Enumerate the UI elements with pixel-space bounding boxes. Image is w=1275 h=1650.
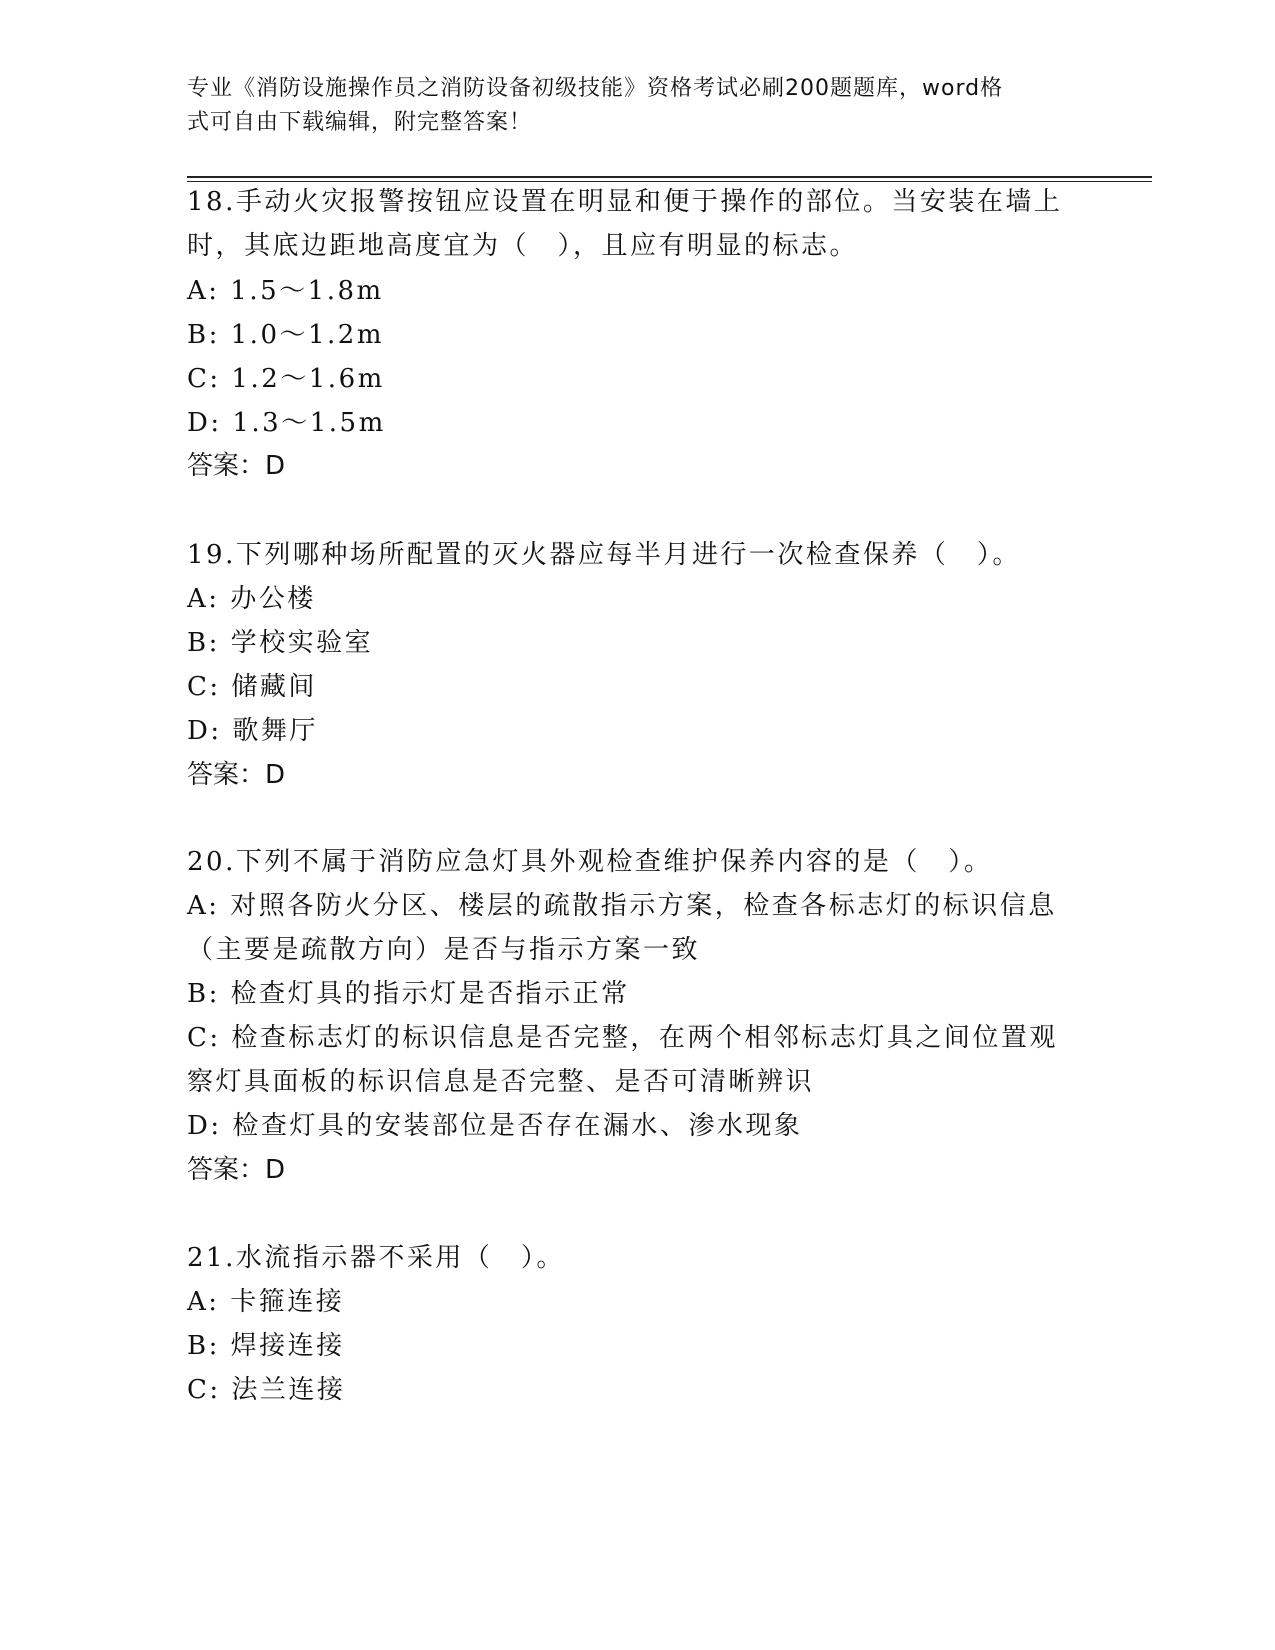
header-divider-thick bbox=[187, 176, 1152, 178]
question-20-option-a-line-2: （主要是疏散方向）是否与指示方案一致 bbox=[187, 935, 701, 965]
question-19-option-c: C: 储藏间 bbox=[187, 672, 317, 702]
question-18-stem-line-2: 时，其底边距地高度宜为（ ），且应有明显的标志。 bbox=[187, 231, 859, 261]
question-20-option-b: B: 检查灯具的指示灯是否指示正常 bbox=[187, 979, 630, 1009]
question-18-stem-line-1: 18.手动火灾报警按钮应设置在明显和便于操作的部位。当安装在墙上 bbox=[187, 187, 1063, 217]
question-20-option-c-line-1: C: 检查标志灯的标识信息是否完整，在两个相邻标志灯具之间位置观 bbox=[187, 1023, 1058, 1053]
question-19-answer: 答案：D bbox=[187, 760, 286, 790]
question-18-option-c: C: 1.2～1.6m bbox=[187, 364, 385, 394]
header-divider-thin bbox=[187, 181, 1152, 182]
question-20-option-c-line-2: 察灯具面板的标识信息是否完整、是否可清晰辨识 bbox=[187, 1067, 815, 1097]
question-21-stem-line-1: 21.水流指示器不采用（ ）。 bbox=[187, 1243, 565, 1273]
question-19-option-a: A: 办公楼 bbox=[187, 584, 316, 614]
question-19-option-d: D: 歌舞厅 bbox=[187, 716, 318, 746]
question-18-option-b: B: 1.0～1.2m bbox=[187, 320, 384, 350]
question-18-option-a: A: 1.5～1.8m bbox=[187, 276, 384, 306]
question-19-option-b: B: 学校实验室 bbox=[187, 628, 374, 658]
question-21-option-a: A: 卡箍连接 bbox=[187, 1287, 345, 1317]
header-line-2: 式可自由下载编辑，附完整答案！ bbox=[187, 110, 533, 135]
question-19-stem-line-1: 19.下列哪种场所配置的灭火器应每半月进行一次检查保养（ ）。 bbox=[187, 540, 1021, 570]
question-20-option-d: D: 检查灯具的安装部位是否存在漏水、渗水现象 bbox=[187, 1111, 803, 1141]
question-18-option-d: D: 1.3～1.5m bbox=[187, 408, 386, 438]
question-20-stem-line-1: 20.下列不属于消防应急灯具外观检查维护保养内容的是（ ）。 bbox=[187, 847, 993, 877]
question-18-answer: 答案：D bbox=[187, 451, 286, 481]
question-20-option-a-line-1: A: 对照各防火分区、楼层的疏散指示方案，检查各标志灯的标识信息 bbox=[187, 891, 1057, 921]
header-line-1: 专业《消防设施操作员之消防设备初级技能》资格考试必刷200题题库，word格 bbox=[187, 76, 1004, 101]
document-header bbox=[187, 72, 1067, 140]
question-20-answer: 答案：D bbox=[187, 1155, 286, 1185]
question-21-option-b: B: 焊接连接 bbox=[187, 1331, 345, 1361]
question-21-option-c: C: 法兰连接 bbox=[187, 1375, 346, 1405]
